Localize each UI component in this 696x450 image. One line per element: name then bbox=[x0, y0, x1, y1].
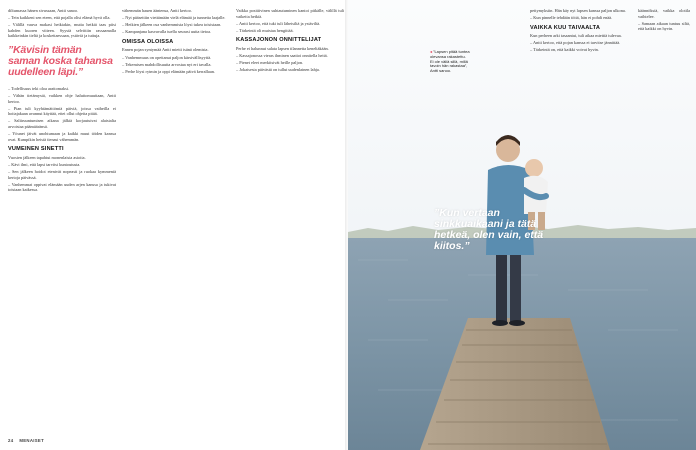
paragraph: – Tein kaikkeni sen eteen, että pojalla olisi elämä hyvä olla. bbox=[8, 15, 116, 21]
paragraph: – Todellisuus teki oloa arattomaksi. bbox=[8, 86, 116, 92]
subheading: VUMEINEN SINETTI bbox=[8, 146, 64, 153]
paragraph: Ennen pojan syntymää Antti mietti isänä olemista. bbox=[122, 47, 209, 53]
paragraph: – Vähän tietämystä, vaikken ohje haluttomuuttaan, Antti kertoo. bbox=[8, 93, 116, 104]
text-column-1 bbox=[8, 8, 116, 194]
page-footer bbox=[8, 438, 44, 443]
paragraph: – Kävi ilmi, että lapsi tarvitsi kuntoutusta. bbox=[8, 162, 116, 168]
paragraph: – Kassajonossa vieras ihminen saattoi onnitella heitä. bbox=[236, 53, 344, 59]
paragraph: – Välillä vauva makasi hetkiakin, mutta hetkiä taas piisi kahden kuoren viiteen. Syystä selvittiin rassaamalla kaikkeinkin tieltä ja koskettaessaan, ystäviä ja tuttuja. bbox=[8, 22, 116, 39]
paragraph: – Yöunet jäivät unohtumaan ja kaikki muut töiden kanssa ovat. Kumpikin heistä tienasi vähemmän. bbox=[8, 131, 116, 142]
pull-quote-right: ”Kun vertaan sinkkuaikaani ja tätä hetkeä, olen vain, että kiitos.” bbox=[434, 207, 544, 252]
subheading: KASSAJONON ONNITTELIJAT bbox=[236, 37, 322, 44]
paragraph: – Saliiruuntumisen aikana jälkiä korjautuivat alaistalta arvoistaa päämääränsä. bbox=[8, 118, 116, 129]
text-column-3 bbox=[236, 8, 344, 74]
paragraph: Vuosien jälkeen tapahtui monenlaisia asioita. bbox=[8, 154, 86, 160]
subheading: VAIKKA KUU TAIVAALTA bbox=[530, 24, 601, 31]
paragraph: – Tekemisen mahdollisuutta arvostaa nyt eri tavalla. bbox=[122, 62, 230, 68]
paragraph: – Kun pinnelle tehdään töitä, hän ei pohdi enää. bbox=[530, 15, 634, 21]
paragraph: Perhe ei halunnut salata lapsen tilannetta keneltäkään. bbox=[236, 45, 329, 51]
paragraph: – Jokaisesta päivästä on tullut uudenlainen lahja. bbox=[236, 67, 344, 73]
page-number: 24 bbox=[8, 438, 14, 443]
paragraph: – Perhe löysi rytmin ja oppi elämään päivä kerrallaan. bbox=[122, 69, 230, 75]
text-column-2 bbox=[122, 8, 230, 76]
paragraph: – Hetkien jälkeen osa vanhemmista löysi tukea toisistaan. bbox=[122, 22, 230, 28]
magazine-name: MENAISET bbox=[19, 438, 44, 443]
paragraph: diltumassa hänen sivussaan, Antti sanoo. bbox=[8, 8, 79, 13]
paragraph: Vaikka positiivinen suhtautuminen kantoi pitkälle, välillä tuli vaikeita hetkiä. bbox=[236, 8, 344, 19]
paragraph: – Samaan aikaan tuntuu siltä, että kaikki on hyvin. bbox=[638, 21, 690, 32]
paragraph: pettymyksiin. Hän käy nyt lapsen kanssa paljon ulkona. bbox=[530, 8, 626, 13]
text-column-4 bbox=[530, 8, 634, 55]
caption-arrow-icon: ◂ bbox=[430, 49, 434, 54]
paragraph: – Nyt pääsettiin viettämään vielä elämää ja tunnetta laajalle. bbox=[122, 15, 230, 21]
paragraph: – Kampanjana kasvavalla tuella seurasi uutta tietoa. bbox=[122, 29, 230, 35]
caption-text: ”Lapsen pitää tuntea olevansa rakastettu. Ei ole väliä sillä, millä tavoin hän rakastaa”, Antti sanoo. bbox=[430, 49, 470, 74]
paragraph: – Sen jälkeen hoidot etenivät nopeasti ja ruokaa kymmeniä kertoja päivässä. bbox=[8, 169, 116, 180]
paragraph: – Tärkeintä oli muistaa hengittää. bbox=[236, 28, 344, 34]
subheading: OMISSA OLOISSA bbox=[122, 38, 174, 45]
paragraph: – Vanhemmuus on opettanut paljon kärsivällisyyttä. bbox=[122, 55, 230, 61]
text-column-5 bbox=[638, 8, 690, 33]
paragraph: – Pienet eleet merkitsivät heille paljon. bbox=[236, 60, 344, 66]
paragraph: – Vanhemmat oppivat elämään uuden arjen kanssa ja tukivat toisiaan kaikessa. bbox=[8, 182, 116, 193]
pull-quote-left: ”Kävisin tämän saman koska tahansa uudelleen läpi.” bbox=[8, 43, 113, 78]
paragraph: – Pian tuli kyyhtämättömiä päiviä, joissa vaiheilla ei hoitajakaan avannut käyttää, ettei ollut ohjeita pitää. bbox=[8, 106, 116, 117]
paragraph: vähemmän hauen ääntensa, Antti kertoo. bbox=[122, 8, 192, 13]
paragraph: – Antti kertoo, että tuki tuli läheisiltä ja ystäviltä. bbox=[236, 21, 344, 27]
paragraph: käännöksiä, vaikka olotila vaihtelee. bbox=[638, 8, 690, 19]
paragraph: Kun perheen arki tasaantui, tuli aikaa miettiä tulevaa. bbox=[530, 33, 622, 39]
paragraph: – Antti kertoo, että pojan kanssa ei tarvitse jännittää. bbox=[530, 40, 634, 46]
paragraph: – Tärkeintä on, että kaikki voivat hyvin. bbox=[530, 47, 634, 53]
photo-caption bbox=[430, 50, 470, 74]
